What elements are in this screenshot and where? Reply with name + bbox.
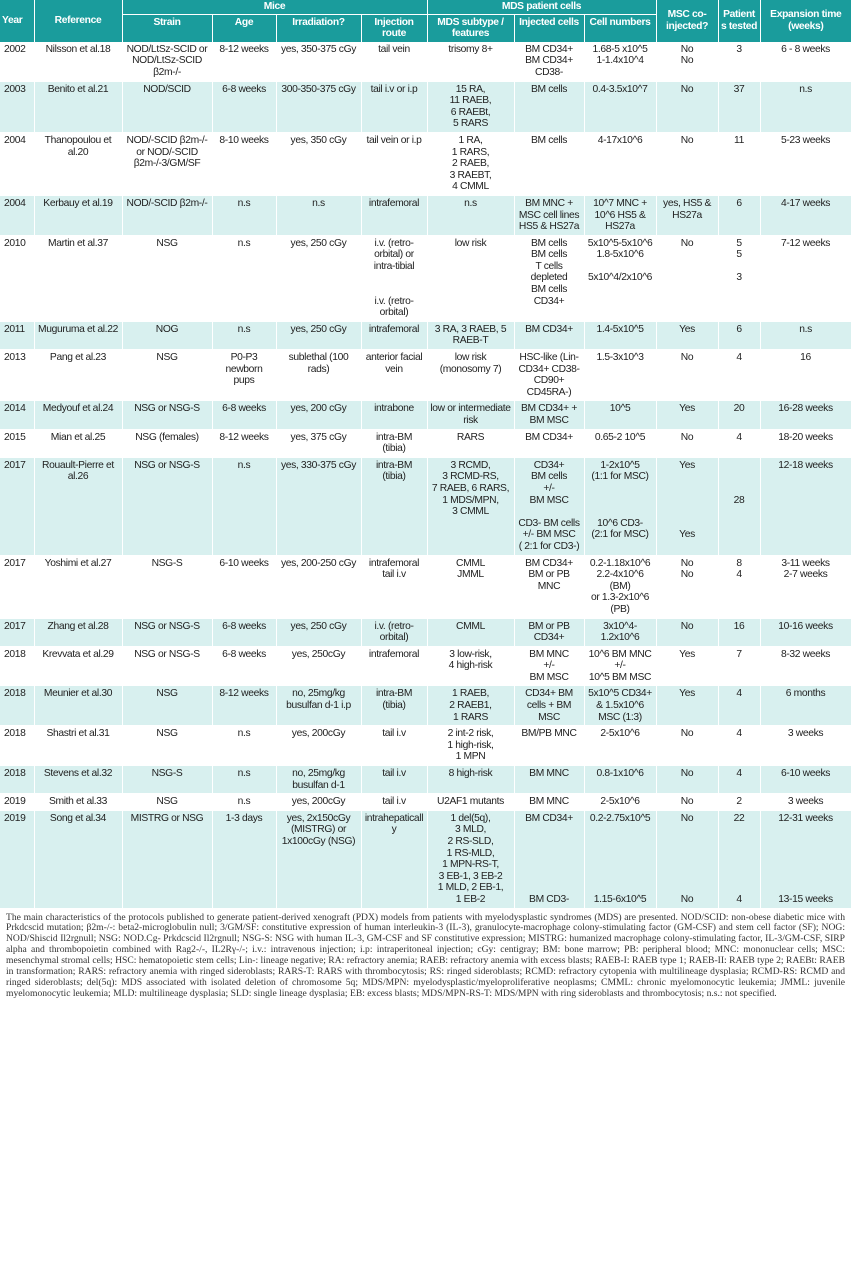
- cell-msc-coinjected: Yes: [656, 401, 718, 429]
- cell-mds-subtype: 1 RAEB, 2 RAEB1, 1 RARS: [427, 686, 514, 726]
- cell-year: 2017: [0, 618, 34, 646]
- cell-msc-coinjected: No No: [656, 555, 718, 618]
- cell-injected-cells: CD34+ BM cells +/- BM MSC CD3- BM cells +/- BM MSC ( 2:1 for CD3-): [514, 457, 584, 555]
- cell-reference: Mian et al.25: [34, 429, 122, 457]
- cell-expansion-time: 4-17 weeks: [760, 195, 851, 235]
- header-age: Age: [212, 14, 276, 42]
- cell-reference: Stevens et al.32: [34, 766, 122, 794]
- cell-injection-route: tail i.v: [361, 794, 427, 811]
- table-row: [0, 810, 851, 908]
- cell-strain: NSG (females): [122, 429, 212, 457]
- header-mds-subtype: MDS subtype / features: [427, 14, 514, 42]
- cell-age: n.s: [212, 235, 276, 321]
- header-msc: MSC co-injected?: [656, 0, 718, 42]
- cell-injection-route: intrafemoral: [361, 646, 427, 686]
- cell-mds-subtype: 8 high-risk: [427, 766, 514, 794]
- cell-cell-numbers: 0.65-2 10^5: [584, 429, 656, 457]
- cell-reference: Medyouf et al.24: [34, 401, 122, 429]
- cell-strain: NSG: [122, 686, 212, 726]
- cell-injected-cells: BM or PB CD34+: [514, 618, 584, 646]
- cell-cell-numbers: 1-2x10^5 (1:1 for MSC) 10^6 CD3- (2:1 for MSC): [584, 457, 656, 555]
- cell-injected-cells: BM CD34+: [514, 321, 584, 349]
- cell-patients-tested: 6: [718, 321, 760, 349]
- table-row: [0, 429, 851, 457]
- cell-cell-numbers: 2-5x10^6: [584, 726, 656, 766]
- cell-age: n.s: [212, 726, 276, 766]
- cell-mds-subtype: CMML JMML: [427, 555, 514, 618]
- cell-injected-cells: BM MNC + MSC cell lines HS5 & HS27a: [514, 195, 584, 235]
- cell-year: 2018: [0, 766, 34, 794]
- table-row: [0, 132, 851, 195]
- cell-msc-coinjected: Yes Yes: [656, 457, 718, 555]
- cell-age: 8-12 weeks: [212, 42, 276, 81]
- cell-year: 2015: [0, 429, 34, 457]
- cell-irradiation: sublethal (100 rads): [276, 350, 361, 401]
- cell-strain: NSG: [122, 235, 212, 321]
- cell-strain: NSG or NSG-S: [122, 618, 212, 646]
- cell-age: n.s: [212, 766, 276, 794]
- table-row: [0, 81, 851, 132]
- cell-injection-route: intrafemoral: [361, 195, 427, 235]
- cell-irradiation: yes, 200cGy: [276, 794, 361, 811]
- cell-expansion-time: 12-31 weeks 13-15 weeks: [760, 810, 851, 908]
- table-row: [0, 686, 851, 726]
- cell-injection-route: intra-BM (tibia): [361, 686, 427, 726]
- cell-patients-tested: 3: [718, 42, 760, 81]
- cell-age: 6-10 weeks: [212, 555, 276, 618]
- cell-age: 6-8 weeks: [212, 618, 276, 646]
- cell-year: 2004: [0, 195, 34, 235]
- table-row: [0, 321, 851, 349]
- cell-irradiation: yes, 250 cGy: [276, 235, 361, 321]
- cell-injected-cells: BM CD34+ BM CD3-: [514, 810, 584, 908]
- cell-year: 2018: [0, 646, 34, 686]
- cell-cell-numbers: 5x10^5 CD34+ & 1.5x10^6 MSC (1:3): [584, 686, 656, 726]
- cell-mds-subtype: low risk: [427, 235, 514, 321]
- cell-msc-coinjected: No: [656, 132, 718, 195]
- cell-expansion-time: 6-10 weeks: [760, 766, 851, 794]
- cell-injected-cells: BM MNC: [514, 794, 584, 811]
- cell-injected-cells: BM CD34+ BM CD34+ CD38-: [514, 42, 584, 81]
- cell-year: 2018: [0, 726, 34, 766]
- cell-reference: Krevvata et al.29: [34, 646, 122, 686]
- cell-age: 6-8 weeks: [212, 646, 276, 686]
- cell-patients-tested: 28: [718, 457, 760, 555]
- table-row: [0, 457, 851, 555]
- cell-mds-subtype: 3 RA, 3 RAEB, 5 RAEB-T: [427, 321, 514, 349]
- cell-injected-cells: BM/PB MNC: [514, 726, 584, 766]
- cell-msc-coinjected: No: [656, 235, 718, 321]
- cell-cell-numbers: 0.2-2.75x10^5 1.15-6x10^5: [584, 810, 656, 908]
- cell-injection-route: tail i.v: [361, 726, 427, 766]
- cell-msc-coinjected: No: [656, 350, 718, 401]
- cell-irradiation: yes, 375 cGy: [276, 429, 361, 457]
- cell-msc-coinjected: No: [656, 794, 718, 811]
- cell-reference: Muguruma et al.22: [34, 321, 122, 349]
- cell-age: 1-3 days: [212, 810, 276, 908]
- cell-year: 2019: [0, 810, 34, 908]
- cell-injection-route: intrafemoral: [361, 321, 427, 349]
- cell-injection-route: anterior facial vein: [361, 350, 427, 401]
- cell-expansion-time: 16: [760, 350, 851, 401]
- cell-irradiation: yes, 350 cGy: [276, 132, 361, 195]
- cell-cell-numbers: 0.8-1x10^6: [584, 766, 656, 794]
- table-row: [0, 555, 851, 618]
- cell-injected-cells: BM MNC +/- BM MSC: [514, 646, 584, 686]
- cell-patients-tested: 6: [718, 195, 760, 235]
- cell-mds-subtype: 2 int-2 risk, 1 high-risk, 1 MPN: [427, 726, 514, 766]
- cell-age: 8-12 weeks: [212, 429, 276, 457]
- header-injected-cells: Injected cells: [514, 14, 584, 42]
- cell-irradiation: yes, 2x150cGy (MISTRG) or 1x100cGy (NSG): [276, 810, 361, 908]
- cell-age: n.s: [212, 321, 276, 349]
- cell-injected-cells: BM CD34+: [514, 429, 584, 457]
- cell-irradiation: yes, 200-250 cGy: [276, 555, 361, 618]
- cell-patients-tested: 37: [718, 81, 760, 132]
- cell-reference: Rouault-Pierre et al.26: [34, 457, 122, 555]
- cell-cell-numbers: 1.5-3x10^3: [584, 350, 656, 401]
- cell-mds-subtype: U2AF1 mutants: [427, 794, 514, 811]
- cell-reference: Thanopoulou et al.20: [34, 132, 122, 195]
- cell-patients-tested: 4: [718, 766, 760, 794]
- cell-cell-numbers: 5x10^5-5x10^6 1.8-5x10^6 5x10^4/2x10^6: [584, 235, 656, 321]
- header-reference: Reference: [34, 0, 122, 42]
- cell-expansion-time: 12-18 weeks: [760, 457, 851, 555]
- cell-strain: NOD/LtSz-SCID or NOD/LtSz-SCID β2m-/-: [122, 42, 212, 81]
- header-injection-route: Injection route: [361, 14, 427, 42]
- cell-cell-numbers: 0.4-3.5x10^7: [584, 81, 656, 132]
- cell-expansion-time: 7-12 weeks: [760, 235, 851, 321]
- cell-expansion-time: 3 weeks: [760, 794, 851, 811]
- cell-reference: Meunier et al.30: [34, 686, 122, 726]
- cell-injection-route: tail i.v: [361, 766, 427, 794]
- cell-irradiation: yes, 200 cGy: [276, 401, 361, 429]
- cell-msc-coinjected: No: [656, 726, 718, 766]
- cell-mds-subtype: CMML: [427, 618, 514, 646]
- cell-injected-cells: BM cells: [514, 132, 584, 195]
- cell-strain: NOD/-SCID β2m-/-: [122, 195, 212, 235]
- cell-strain: NSG or NSG-S: [122, 646, 212, 686]
- cell-strain: NSG: [122, 350, 212, 401]
- header-mds-cells-group: MDS patient cells: [427, 0, 656, 14]
- header-mice-group: Mice: [122, 0, 427, 14]
- cell-mds-subtype: 3 RCMD, 3 RCMD-RS, 7 RAEB, 6 RARS, 1 MDS/MPN, 3 CMML: [427, 457, 514, 555]
- cell-age: n.s: [212, 794, 276, 811]
- cell-reference: Pang et al.23: [34, 350, 122, 401]
- cell-strain: NOD/SCID: [122, 81, 212, 132]
- cell-injection-route: tail i.v or i.p: [361, 81, 427, 132]
- cell-age: 6-8 weeks: [212, 401, 276, 429]
- cell-year: 2018: [0, 686, 34, 726]
- table-row: [0, 401, 851, 429]
- cell-year: 2017: [0, 555, 34, 618]
- cell-msc-coinjected: No: [656, 766, 718, 794]
- cell-injected-cells: HSC-like (Lin-CD34+ CD38-CD90+ CD45RA-): [514, 350, 584, 401]
- cell-injected-cells: BM cells: [514, 81, 584, 132]
- cell-reference: Shastri et al.31: [34, 726, 122, 766]
- cell-strain: NSG: [122, 726, 212, 766]
- cell-msc-coinjected: yes, HS5 & HS27a: [656, 195, 718, 235]
- cell-strain: NSG: [122, 794, 212, 811]
- cell-msc-coinjected: No: [656, 618, 718, 646]
- cell-mds-subtype: 15 RA, 11 RAEB, 6 RAEBt, 5 RARS: [427, 81, 514, 132]
- cell-expansion-time: n.s: [760, 81, 851, 132]
- cell-age: 8-12 weeks: [212, 686, 276, 726]
- cell-msc-coinjected: Yes: [656, 321, 718, 349]
- cell-cell-numbers: 10^6 BM MNC +/- 10^5 BM MSC: [584, 646, 656, 686]
- cell-expansion-time: 10-16 weeks: [760, 618, 851, 646]
- cell-strain: NSG-S: [122, 766, 212, 794]
- table-row: [0, 195, 851, 235]
- header-irradiation: Irradiation?: [276, 14, 361, 42]
- cell-reference: Kerbauy et al.19: [34, 195, 122, 235]
- cell-reference: Martin et al.37: [34, 235, 122, 321]
- cell-irradiation: yes, 330-375 cGy: [276, 457, 361, 555]
- cell-msc-coinjected: No: [656, 81, 718, 132]
- cell-patients-tested: 16: [718, 618, 760, 646]
- cell-reference: Nilsson et al.18: [34, 42, 122, 81]
- cell-injection-route: intrafemoral tail i.v: [361, 555, 427, 618]
- cell-injection-route: tail vein: [361, 42, 427, 81]
- cell-expansion-time: 6 months: [760, 686, 851, 726]
- cell-irradiation: yes, 200cGy: [276, 726, 361, 766]
- cell-patients-tested: 22 4: [718, 810, 760, 908]
- table-row: [0, 350, 851, 401]
- cell-age: n.s: [212, 457, 276, 555]
- cell-reference: Yoshimi et al.27: [34, 555, 122, 618]
- cell-reference: Benito et al.21: [34, 81, 122, 132]
- cell-mds-subtype: 1 del(5q), 3 MLD, 2 RS-SLD, 1 RS-MLD, 1 MPN-RS-T, 3 EB-1, 3 EB-2 1 MLD, 2 EB-1, 1 EB-2: [427, 810, 514, 908]
- cell-expansion-time: 6 - 8 weeks: [760, 42, 851, 81]
- cell-irradiation: yes, 250 cGy: [276, 618, 361, 646]
- table-row: [0, 646, 851, 686]
- cell-cell-numbers: 10^7 MNC + 10^6 HS5 & HS27a: [584, 195, 656, 235]
- cell-patients-tested: 20: [718, 401, 760, 429]
- cell-mds-subtype: low or intermediate risk: [427, 401, 514, 429]
- cell-age: P0-P3 newborn pups: [212, 350, 276, 401]
- cell-strain: NSG or NSG-S: [122, 457, 212, 555]
- cell-mds-subtype: RARS: [427, 429, 514, 457]
- cell-injection-route: i.v. (retro-orbital): [361, 618, 427, 646]
- cell-msc-coinjected: Yes: [656, 686, 718, 726]
- cell-patients-tested: 2: [718, 794, 760, 811]
- cell-injected-cells: BM cells BM cells T cells depleted BM cells CD34+: [514, 235, 584, 321]
- cell-injection-route: intra-BM (tibia): [361, 429, 427, 457]
- cell-year: 2010: [0, 235, 34, 321]
- cell-mds-subtype: n.s: [427, 195, 514, 235]
- header-patients: Patients tested: [718, 0, 760, 42]
- cell-irradiation: 300-350-375 cGy: [276, 81, 361, 132]
- cell-year: 2011: [0, 321, 34, 349]
- table-row: [0, 766, 851, 794]
- cell-year: 2002: [0, 42, 34, 81]
- cell-injection-route: tail vein or i.p: [361, 132, 427, 195]
- cell-msc-coinjected: Yes: [656, 646, 718, 686]
- cell-strain: NOG: [122, 321, 212, 349]
- cell-cell-numbers: 2-5x10^6: [584, 794, 656, 811]
- cell-irradiation: yes, 250 cGy: [276, 321, 361, 349]
- cell-strain: NOD/-SCID β2m-/- or NOD/-SCID β2m-/-3/GM/SF: [122, 132, 212, 195]
- cell-strain: MISTRG or NSG: [122, 810, 212, 908]
- cell-irradiation: yes, 350-375 cGy: [276, 42, 361, 81]
- cell-msc-coinjected: No: [656, 429, 718, 457]
- cell-irradiation: n.s: [276, 195, 361, 235]
- cell-cell-numbers: 0.2-1.18x10^6 2.2-4x10^6 (BM) or 1.3-2x10^6 (PB): [584, 555, 656, 618]
- cell-expansion-time: 16-28 weeks: [760, 401, 851, 429]
- cell-expansion-time: 18-20 weeks: [760, 429, 851, 457]
- cell-year: 2017: [0, 457, 34, 555]
- cell-injected-cells: CD34+ BM cells + BM MSC: [514, 686, 584, 726]
- cell-mds-subtype: 3 low-risk, 4 high-risk: [427, 646, 514, 686]
- table-footnote: The main characteristics of the protocols published to generate patient-derived xenograft (PDX) models from patients with myelodysplastic syndromes (MDS) are presented. NOD/SCID: non-obese diabetic mice with Prkdcscid mutation; β2m-/-: beta2-microglobulin null; 3/GM/SF: constitutive expression of human interleukin-3 (IL-3), granulocyte-macrophage colony-stimulating factor (GM-CSF) and stem cell factor (SF); NOG: NOD/Shiscid Il2rgnull; NSG: NOD.Cg- Prkdcscid Il2rgnull; NSG-S: NSG with human IL-3, GM-CSF and SF constitutive expression; MISTRG: humanized macrophage colony-stimulating factor, IL-3/GM-CSF, SIRP alpha and thrombopoietin combined with Rag2-/-, IL2Rγ-/-; i.v.: intravenous injection; i.p: intraperitoneal injection; cGy: centigray; BM: bone marrow; PB: peripheral blood; MNC: mononuclear cells; MSC: mesenchymal stromal cells; HSC: hematopoietic stem cells; Lin-: lineage negative; RA: refractory anemia; RAEB: refractory anemia with excess blasts; RAEB-I: RAEB type 1; RAEB-II: RAEB type 2; RAEBt: RAEB in transformation; RARS: refractory anemia with ringed sideroblasts; RARS-T: RARS with thrombocytosis; RS: ringed sideroblasts; RCMD: refractory cytopenia with multilineage dysplasia; RCMD-RS: RCMD and ringed sideroblasts; del(5q): MDS associated with isolated deletion of chromosome 5q; MDS/MPN: myelodysplastic/myeloproliferative neoplasms; CMML: chronic myelomonocytic leukemia; JMML: juvenile myelomonocytic leukemia; MLD: multilineage dysplasia; SLD: single lineage dysplasia; EB: excess blasts; MDS/MPN-RS-T: MDS/MPN with ring sideroblasts and thrombocytosis; n.s.: not specified.: [6, 911, 845, 999]
- cell-injection-route: intrabone: [361, 401, 427, 429]
- cell-cell-numbers: 4-17x10^6: [584, 132, 656, 195]
- cell-expansion-time: 3 weeks: [760, 726, 851, 766]
- cell-injection-route: intra-BM (tibia): [361, 457, 427, 555]
- cell-mds-subtype: 1 RA, 1 RARS, 2 RAEB, 3 RAEBT, 4 CMML: [427, 132, 514, 195]
- cell-expansion-time: 5-23 weeks: [760, 132, 851, 195]
- cell-cell-numbers: 1.68-5 x10^5 1-1.4x10^4: [584, 42, 656, 81]
- cell-mds-subtype: trisomy 8+: [427, 42, 514, 81]
- cell-strain: NSG-S: [122, 555, 212, 618]
- cell-expansion-time: 3-11 weeks 2-7 weeks: [760, 555, 851, 618]
- cell-patients-tested: 11: [718, 132, 760, 195]
- cell-age: 8-10 weeks: [212, 132, 276, 195]
- cell-patients-tested: 8 4: [718, 555, 760, 618]
- cell-injected-cells: BM CD34+ + BM MSC: [514, 401, 584, 429]
- cell-cell-numbers: 1.4-5x10^5: [584, 321, 656, 349]
- cell-year: 2014: [0, 401, 34, 429]
- cell-expansion-time: n.s: [760, 321, 851, 349]
- table-row: [0, 794, 851, 811]
- cell-irradiation: no, 25mg/kg busulfan d-1: [276, 766, 361, 794]
- cell-year: 2013: [0, 350, 34, 401]
- cell-reference: Song et al.34: [34, 810, 122, 908]
- cell-irradiation: yes, 250cGy: [276, 646, 361, 686]
- table-body: [0, 42, 851, 908]
- cell-injected-cells: BM CD34+ BM or PB MNC: [514, 555, 584, 618]
- cell-injection-route: intrahepatically: [361, 810, 427, 908]
- cell-mds-subtype: low risk (monosomy 7): [427, 350, 514, 401]
- cell-cell-numbers: 3x10^4-1.2x10^6: [584, 618, 656, 646]
- cell-strain: NSG or NSG-S: [122, 401, 212, 429]
- cell-reference: Zhang et al.28: [34, 618, 122, 646]
- cell-patients-tested: 7: [718, 646, 760, 686]
- cell-year: 2004: [0, 132, 34, 195]
- header-cell-numbers: Cell numbers: [584, 14, 656, 42]
- cell-patients-tested: 4: [718, 429, 760, 457]
- table-row: [0, 618, 851, 646]
- cell-reference: Smith et al.33: [34, 794, 122, 811]
- cell-patients-tested: 4: [718, 726, 760, 766]
- cell-year: 2003: [0, 81, 34, 132]
- cell-patients-tested: 5 5 3: [718, 235, 760, 321]
- cell-injected-cells: BM MNC: [514, 766, 584, 794]
- header-year: Year: [0, 0, 34, 42]
- table-row: [0, 726, 851, 766]
- cell-expansion-time: 8-32 weeks: [760, 646, 851, 686]
- header-expansion: Expansion time (weeks): [760, 0, 851, 42]
- cell-age: n.s: [212, 195, 276, 235]
- table-row: [0, 235, 851, 321]
- cell-msc-coinjected: No No: [656, 42, 718, 81]
- cell-injection-route: i.v. (retro-orbital) or intra-tibial i.v. (retro-orbital): [361, 235, 427, 321]
- header-strain: Strain: [122, 14, 212, 42]
- cell-age: 6-8 weeks: [212, 81, 276, 132]
- cell-cell-numbers: 10^5: [584, 401, 656, 429]
- cell-irradiation: no, 25mg/kg busulfan d-1 i.p: [276, 686, 361, 726]
- cell-patients-tested: 4: [718, 686, 760, 726]
- cell-year: 2019: [0, 794, 34, 811]
- table-row: [0, 42, 851, 81]
- cell-patients-tested: 4: [718, 350, 760, 401]
- cell-msc-coinjected: No No: [656, 810, 718, 908]
